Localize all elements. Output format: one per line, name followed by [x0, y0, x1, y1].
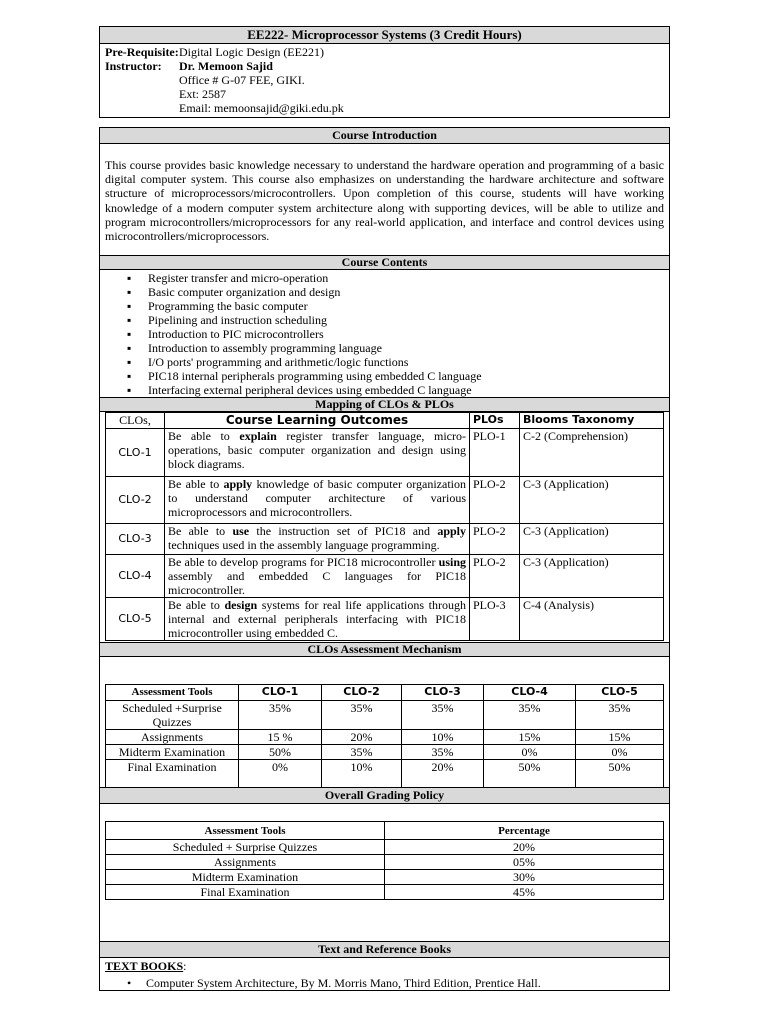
assessment-value: 50% [484, 760, 576, 788]
table-row [106, 870, 664, 885]
contents-heading: Course Contents [100, 255, 669, 270]
clo-verb: design [224, 598, 258, 612]
clo-description [165, 598, 470, 641]
list-item [105, 976, 664, 990]
assessment-tool: Midterm Examination [106, 745, 239, 760]
course-outline-box [99, 127, 670, 991]
clo-verb: apply [437, 524, 466, 538]
assessment-tool: Assignments [106, 730, 239, 745]
clo-text: techniques used in the assembly language programming. [168, 538, 440, 552]
bloom-value: C-4 (Analysis) [520, 598, 664, 641]
intro-text: This course provides basic knowledge necessary to understand the hardware operation and programming of a basic digital computer system. This course also emphasizes on understanding the hardware architecture and software structure of microprocessors/microcontrollers. Upon completion of this course, students will have working knowledge of a modern computer system architecture along with supporting devices, will be able to utilize and program microcontrollers/microprocessors for any real-world application, and interface and control devices using microcontrollers/microprocessors. [105, 158, 664, 244]
plo-value: PLO-2 [470, 524, 520, 555]
clo-verb: apply [223, 477, 253, 491]
assessment-value: 35% [402, 745, 484, 760]
clo-text: Be able to [168, 477, 224, 491]
grading-tool: Scheduled + Surprise Quizzes [106, 840, 385, 855]
clo-verb: use [232, 524, 250, 538]
table-row [106, 730, 664, 745]
col-plo-header: PLOs [470, 413, 520, 429]
table-row [106, 855, 664, 870]
assessment-value: 15% [576, 730, 664, 745]
instructor-name: Dr. Memoon Sajid [179, 59, 273, 73]
assessment-value: 35% [576, 701, 664, 730]
grading-tool: Assignments [106, 855, 385, 870]
mapping-heading: Mapping of CLOs & PLOs [100, 397, 669, 412]
instructor-email: Email: memoonsajid@giki.edu.pk [179, 101, 344, 115]
assessment-header: CLO-5 [576, 685, 664, 701]
grading-section [100, 804, 669, 941]
clo-text: register transfer language, micro-operations, basic computer organization and design using block diagrams. [168, 429, 466, 471]
bloom-value: C-2 (Comprehension) [520, 429, 664, 477]
clo-id: CLO-4 [106, 555, 165, 598]
col-outcome-header: Course Learning Outcomes [165, 413, 470, 429]
bloom-value: C-3 (Application) [520, 555, 664, 598]
grading-header: Percentage [385, 822, 664, 840]
table-row [106, 701, 664, 730]
plo-value: PLO-2 [470, 555, 520, 598]
grading-tool: Midterm Examination [106, 870, 385, 885]
list-item: ▪ Introduction to PIC microcontrollers [100, 327, 669, 341]
table-row [106, 477, 664, 524]
intro-heading: Course Introduction [100, 128, 669, 144]
table-row [106, 840, 664, 855]
grading-percentage: 05% [385, 855, 664, 870]
bloom-value: C-3 (Application) [520, 524, 664, 555]
grading-percentage: 20% [385, 840, 664, 855]
table-row [106, 598, 664, 641]
list-item: ▪ Introduction to assembly programming language [100, 341, 669, 355]
list-item: ▪ PIC18 internal peripherals programming using embedded C language [100, 369, 669, 383]
assessment-value: 35% [484, 701, 576, 730]
books-section [100, 958, 669, 990]
bloom-value: C-3 (Application) [520, 477, 664, 524]
clo-text: the instruction set of PIC18 and [249, 524, 438, 538]
assessment-value: 0% [239, 760, 322, 788]
assessment-header: CLO-1 [239, 685, 322, 701]
text-books-label-row [105, 959, 664, 973]
assessment-section [100, 657, 669, 787]
assessment-value: 0% [576, 745, 664, 760]
assessment-header: CLO-3 [402, 685, 484, 701]
clo-plo-table [105, 412, 664, 641]
clo-description [165, 524, 470, 555]
course-info-box [99, 26, 670, 118]
clo-id: CLO-3 [106, 524, 165, 555]
assessment-value: 10% [402, 730, 484, 745]
clo-verb: explain [239, 429, 277, 443]
assessment-header: CLO-2 [322, 685, 402, 701]
instructor-office: Office # G-07 FEE, GIKI. [179, 73, 305, 87]
clo-text: Be able to [168, 429, 240, 443]
list-item: ▪ Register transfer and micro-operation [100, 271, 669, 285]
text-book-entry: Computer System Architecture, By M. Morris Mano, Third Edition, Prentice Hall. [146, 976, 541, 990]
col-bloom-header: Blooms Taxonomy [520, 413, 664, 429]
assessment-heading: CLOs Assessment Mechanism [100, 642, 669, 657]
clo-text: Be able to [168, 598, 225, 612]
list-item: ▪ Programming the basic computer [100, 299, 669, 313]
clo-id: CLO-5 [106, 598, 165, 641]
list-item: ▪ Interfacing external peripheral devices using embedded C language [100, 383, 669, 397]
clo-text: assembly and embedded C languages for PIC18 microcontroller. [168, 569, 466, 597]
prereq-value: Digital Logic Design (EE221) [179, 45, 324, 59]
table-row [106, 745, 664, 760]
assessment-value: 10% [322, 760, 402, 788]
grading-percentage: 30% [385, 870, 664, 885]
books-heading: Text and Reference Books [100, 941, 669, 958]
course-info-details [100, 44, 669, 119]
assessment-value: 35% [322, 745, 402, 760]
assessment-tool: Scheduled +Surprise Quizzes [106, 701, 239, 730]
plo-value: PLO-3 [470, 598, 520, 641]
assessment-table [105, 684, 664, 788]
clo-id: CLO-2 [106, 477, 165, 524]
assessment-value: 35% [322, 701, 402, 730]
clo-text: knowledge of basic computer organization to understand computer architecture of various microprocessors and microcontrollers. [168, 477, 466, 519]
bullet-icon: • [127, 976, 132, 990]
clo-text: systems for real life applications through internal and external peripherals interfacing with PIC18 microcontroller using embedded C. [168, 598, 466, 640]
contents-list [100, 270, 669, 397]
assessment-value: 20% [322, 730, 402, 745]
assessment-header: CLO-4 [484, 685, 576, 701]
assessment-value: 15 % [239, 730, 322, 745]
grading-header: Assessment Tools [106, 822, 385, 840]
prereq-label: Pre-Requisite: [105, 45, 179, 59]
instructor-label: Instructor: [105, 59, 162, 73]
assessment-value: 50% [576, 760, 664, 788]
grading-percentage: 45% [385, 885, 664, 900]
grading-tool: Final Examination [106, 885, 385, 900]
assessment-value: 35% [402, 701, 484, 730]
text-books-colon: : [183, 959, 187, 973]
assessment-value: 35% [239, 701, 322, 730]
course-title: EE222- Microprocessor Systems (3 Credit Hours) [100, 27, 669, 44]
clo-description [165, 477, 470, 524]
clo-verb: using [438, 555, 466, 569]
assessment-tool: Final Examination [106, 760, 239, 788]
col-clo-header: CLOs, [106, 413, 165, 429]
table-row [106, 555, 664, 598]
grading-table [105, 821, 664, 900]
table-row [106, 429, 664, 477]
list-item: ▪ Basic computer organization and design [100, 285, 669, 299]
clo-description [165, 429, 470, 477]
assessment-header: Assessment Tools [106, 685, 239, 701]
clo-text: Be able to [168, 524, 233, 538]
instructor-ext: Ext: 2587 [179, 87, 226, 101]
text-books-label: TEXT BOOKS [105, 959, 184, 973]
table-row [106, 524, 664, 555]
clo-description [165, 555, 470, 598]
clo-id: CLO-1 [106, 429, 165, 477]
assessment-value: 0% [484, 745, 576, 760]
assessment-value: 15% [484, 730, 576, 745]
assessment-value: 50% [239, 745, 322, 760]
plo-value: PLO-2 [470, 477, 520, 524]
grading-heading: Overall Grading Policy [100, 787, 669, 804]
clo-text: Be able to develop programs for PIC18 microcontroller [168, 555, 439, 569]
assessment-value: 20% [402, 760, 484, 788]
list-item: ▪ I/O ports' programming and arithmetic/logic functions [100, 355, 669, 369]
list-item: ▪ Pipelining and instruction scheduling [100, 313, 669, 327]
table-row [106, 885, 664, 900]
plo-value: PLO-1 [470, 429, 520, 477]
table-row [106, 760, 664, 788]
